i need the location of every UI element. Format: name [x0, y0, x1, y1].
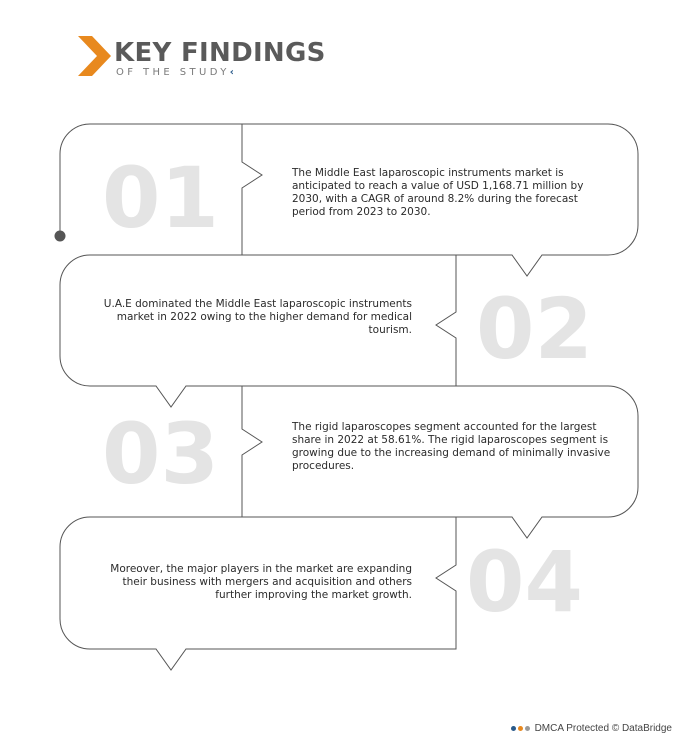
- start-dot: [55, 231, 66, 242]
- finding-text: U.A.E dominated the Middle East laparoscopic instruments market in 2022 owing to the higher demand for medical tourism.: [103, 298, 412, 336]
- page-title: KEY FINDINGS: [114, 38, 326, 68]
- finding-text: The Middle East laparoscopic instruments market is anticipated to reach a value of USD 1,168.71 million by 2030, with a CAGR of around 8.2% during the forecast period from 2023 to 2030.: [292, 167, 584, 218]
- finding-number: 04: [466, 533, 583, 631]
- dmca-text: DMCA Protected © DataBridge: [534, 723, 672, 734]
- finding-number: 03: [102, 405, 219, 503]
- finding-number: 01: [102, 149, 219, 247]
- finding-text: The rigid laparoscopes segment accounted for the largest share in 2022 at 58.61%. The rigid laparoscopes segment is growing due to the increasing demand of minimally invasive procedures.: [292, 421, 611, 472]
- footer-dot-icon: [525, 726, 530, 731]
- dmca-footer: [511, 723, 672, 734]
- page-subtitle: OF THE STUDY‹: [116, 67, 234, 78]
- finding-number: 02: [476, 280, 593, 378]
- footer-dot-icon: [511, 726, 516, 731]
- finding-text: Moreover, the major players in the market are expanding their business with mergers and acquisition and others further improving the market growth.: [110, 563, 412, 601]
- subtitle-mark: ‹: [229, 67, 234, 78]
- footer-dot-icon: [518, 726, 523, 731]
